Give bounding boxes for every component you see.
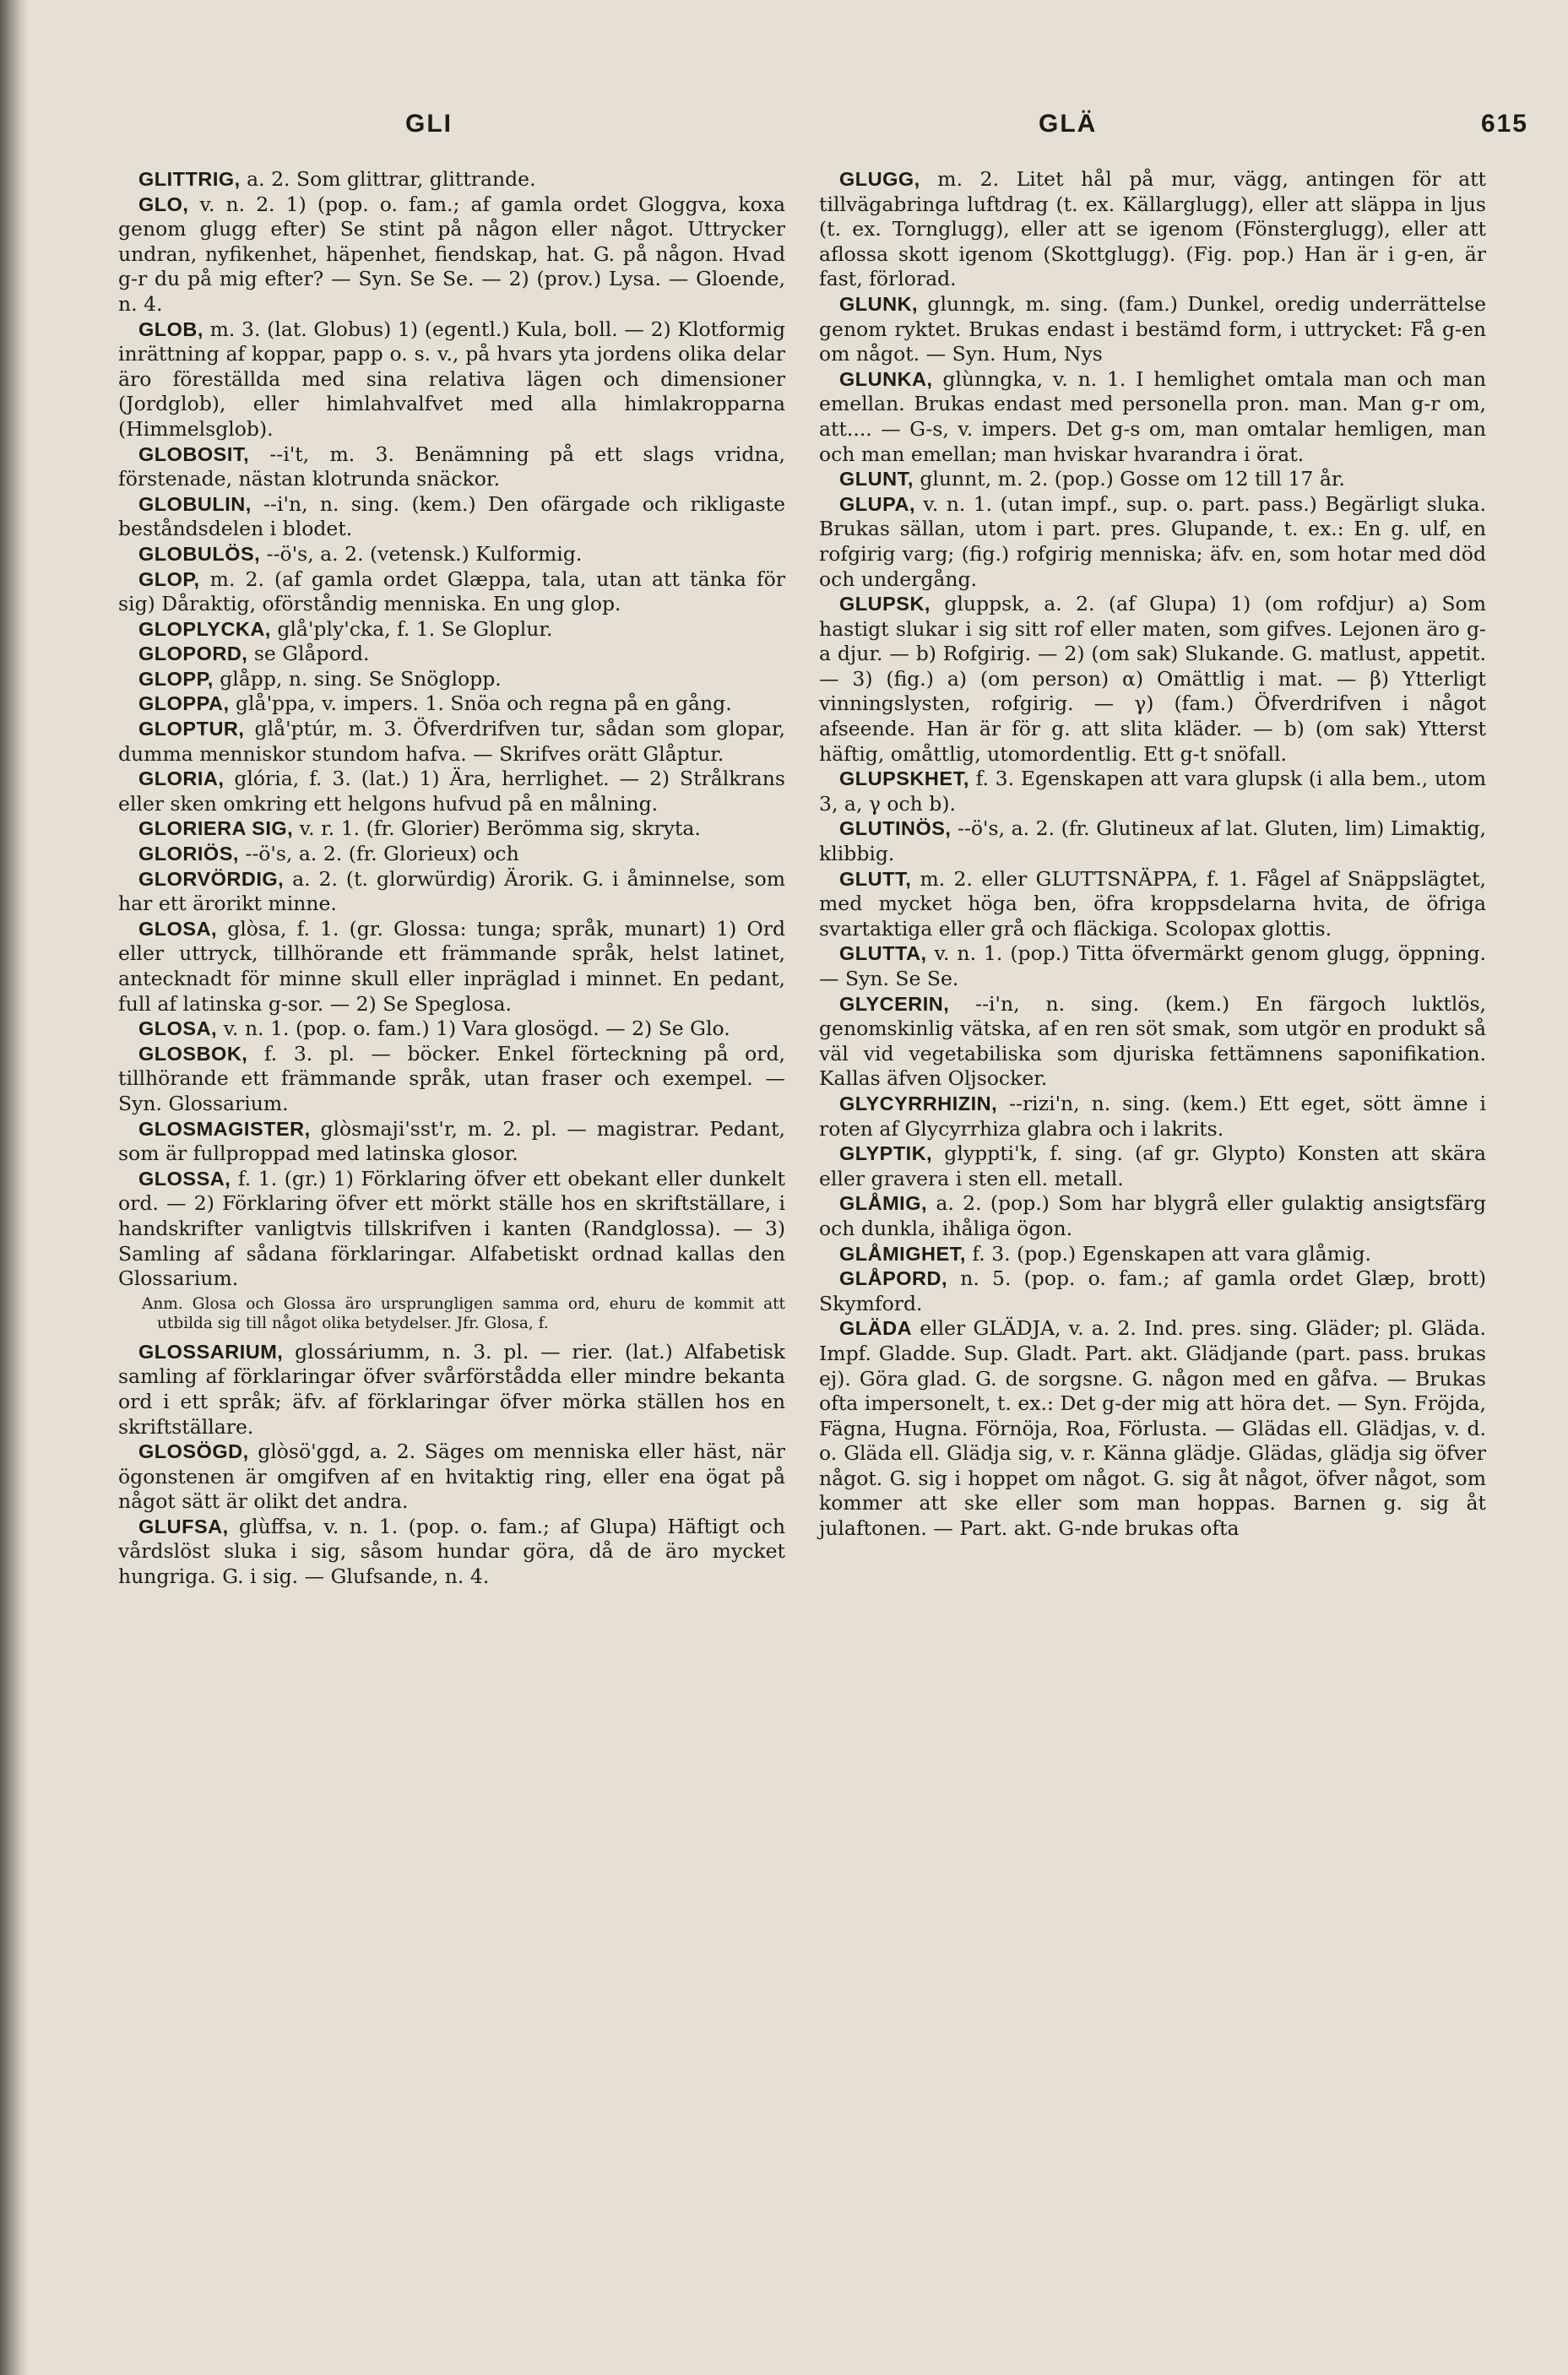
entry-headword: GLYCYRRHIZIN,: [839, 1092, 998, 1114]
entry-headword: GLÄDA: [839, 1317, 913, 1340]
dictionary-entry: [118, 816, 785, 842]
entry-headword: GLITTRIG,: [138, 168, 241, 190]
dictionary-entry: [118, 1340, 785, 1440]
dictionary-entry: [118, 1167, 785, 1292]
dictionary-entry: [819, 367, 1486, 467]
right-guide-word: GLÄ: [1039, 110, 1098, 138]
entry-definition: glå'ply'cka, f. 1. Se Gloplur.: [270, 616, 553, 641]
entry-definition: v. n. 1. (pop.) Titta öfvermärkt genom glugg, öppning. — Syn. Se Se.: [819, 941, 1486, 990]
entry-definition: m. 2. eller GLUTTSNÄPPA, f. 1. Fågel af Snäppslägtet, med mycket höga ben, öfra kroppsdelarna hvita, de öfriga svartaktiga eller grå och fläckiga. Scolopax glottis.: [819, 866, 1486, 941]
entry-headword: GLOSSA,: [138, 1167, 231, 1190]
dictionary-entry: [819, 1092, 1486, 1141]
entry-definition: a. 2. (pop.) Som har blygrå eller gulaktig ansigtsfärg och dunkla, ihåliga ögon.: [819, 1191, 1486, 1240]
entry-headword: GLÅPORD,: [839, 1267, 948, 1290]
entry-headword: GLOPLYCKA,: [138, 617, 271, 640]
entry-headword: GLUTINÖS,: [839, 817, 952, 840]
entry-definition: --i'n, n. sing. (kem.) En färgoch luktlös, genomskinlig vätska, af en ren söt smak, som utgör en produkt så väl vid vegetabiliska som djuriska fettämnens saponifikation. Kallas äfven Oljsocker.: [819, 991, 1486, 1091]
dictionary-entry: [118, 492, 785, 542]
entry-headword: GLUTTA,: [839, 942, 927, 965]
dictionary-entry: [819, 1191, 1486, 1241]
dictionary-entry: [819, 1266, 1486, 1316]
dictionary-entry: [118, 1515, 785, 1590]
entry-definition: v. n. 1. (pop. o. fam.) 1) Vara glosögd. — 2) Se Glo.: [217, 1017, 730, 1041]
dictionary-entry: [819, 592, 1486, 767]
page-number: 615: [1480, 110, 1528, 138]
dictionary-entry: [819, 1316, 1486, 1541]
entry-definition: glåpp, n. sing. Se Snöglopp.: [213, 666, 502, 691]
dictionary-entry: [118, 1017, 785, 1042]
entry-headword: GLOSÖGD,: [138, 1440, 249, 1463]
entry-definition: glyppti'k, f. sing. (af gr. Glypto) Konsten att skära eller gravera i sten ell. metall.: [819, 1141, 1486, 1190]
entry-headword: GLUNKA,: [839, 367, 933, 390]
dictionary-entry: [819, 816, 1486, 866]
entry-definition: glùnngka, v. n. 1. I hemlighet omtala man och man emellan. Brukas endast med personella pron. man. Man g-r om, att.... — G-s, v. impers. Det g-s om, man omtalar hemligen, man och man emellan; man hviskar hvarandra i örat.: [819, 366, 1486, 466]
entry-definition: f. 3. Egenskapen att vara glupsk (i alla bem., utom 3, a, γ och b).: [819, 767, 1486, 816]
dictionary-entry: [118, 1117, 785, 1167]
dictionary-entry: [819, 1141, 1486, 1191]
dictionary-entry: [118, 842, 785, 867]
entry-definition: f. 1. (gr.) 1) Förklaring öfver ett obekant eller dunkelt ord. — 2) Förklaring öfver ett mörkt ställe hos en skriftställare, i handskrifter vanligtvis tillskrifven i kanten (Randglossa). — 3) Samling af sådana förklaringar. Alfabetiskt ordnad kallas den Glossarium.: [118, 1166, 785, 1291]
dictionary-entry: [819, 167, 1486, 292]
entry-headword: GLORIERA SIG,: [138, 817, 294, 840]
dictionary-page: [93, 110, 1528, 1589]
entry-definition: glunngk, m. sing. (fam.) Dunkel, oredig underrättelse genom ryktet. Brukas endast i bestämd form, i uttrycket: Få g-en om något. — Syn. Hum, Nys: [819, 291, 1486, 366]
entry-definition: glòsö'ggd, a. 2. Säges om menniska eller häst, när ögonstenen är omgifven af en hvitaktig ring, eller ena ögat på något sätt är olikt det andra.: [118, 1440, 785, 1514]
entry-definition: n. 5. (pop. o. fam.; af gamla ordet Glæp, brott) Skymford.: [819, 1266, 1486, 1315]
entry-note: Anm. Glosa och Glossa äro ursprungligen samma ord, ehuru de kommit att utbilda sig till något olika betydelser. Jfr. Glosa, f.: [142, 1294, 785, 1332]
entry-headword: GLOSA,: [138, 1017, 218, 1040]
entry-definition: m. 2. Litet hål på mur, vägg, antingen för att tillvägabringa luftdrag (t. ex. Källarglugg), eller att släppa in ljus (t. ex. Tornglugg), eller att se igenom (Fönsterglugg), eller att aflossa skott igenom (Skottglugg). (Fig. pop.) Han är i g-en, är fast, förlorad.: [819, 167, 1486, 291]
entry-headword: GLUNK,: [839, 292, 919, 315]
entry-definition: --rizi'n, n. sing. (kem.) Ett eget, sött ämne i roten af Glycyrrhiza glabra och i lakrits.: [819, 1091, 1486, 1141]
dictionary-entry: [118, 917, 785, 1017]
entry-definition: --i't, m. 3. Benämning på ett slags vridna, förstenade, nästan klotrunda snäckor.: [118, 442, 785, 491]
entry-headword: GLOPORD,: [138, 643, 248, 665]
dictionary-entry: [118, 867, 785, 917]
dictionary-entry: [819, 992, 1486, 1092]
entry-headword: GLOPPA,: [138, 692, 230, 715]
entry-headword: GLORVÖRDIG,: [138, 867, 285, 890]
entry-definition: v. n. 1. (utan impf., sup. o. part. pass.) Begärligt sluka. Brukas sällan, utom i part. pres. Glupande, t. ex.: En g. ulf, en rofgirig varg; (fig.) rofgirig menniska; äfv. en, som hotar med död och undergång.: [819, 491, 1486, 591]
entry-headword: GLOBOSIT,: [138, 442, 250, 465]
running-header: [93, 110, 1528, 150]
entry-headword: GLOPTUR,: [138, 718, 245, 740]
entry-headword: GLOSA,: [138, 917, 218, 940]
entry-definition: --ö's, a. 2. (fr. Glorieux) och: [238, 842, 519, 866]
dictionary-entry: [118, 442, 785, 492]
left-guide-word: GLI: [405, 110, 453, 138]
entry-definition: glunnt, m. 2. (pop.) Gosse om 12 till 17 år.: [913, 467, 1345, 491]
entry-definition: glória, f. 3. (lat.) 1) Ära, herrlighet. — 2) Strålkrans eller sken omkring ett helgons hufvud på en målning.: [118, 767, 785, 816]
right-column: [819, 167, 1486, 1542]
entry-definition: f. 3. pl. — böcker. Enkel förteckning på ord, tillhörande ett främmande språk, utan fraser och exempel. — Syn. Glossarium.: [118, 1041, 785, 1115]
dictionary-entry: [819, 292, 1486, 367]
dictionary-entry: [118, 691, 785, 717]
entry-headword: GLUFSA,: [138, 1515, 229, 1537]
dictionary-entry: [819, 492, 1486, 592]
entry-definition: --ö's, a. 2. (vetensk.) Kulformig.: [260, 541, 583, 566]
dictionary-entry: [118, 642, 785, 667]
entry-headword: GLOBULÖS,: [138, 542, 261, 565]
entry-headword: GLOSSARIUM,: [138, 1340, 284, 1363]
entry-definition: m. 2. (af gamla ordet Glæppa, tala, utan att tänka för sig) Dåraktig, oförståndig menniska. En ung glop.: [118, 567, 785, 616]
entry-definition: glòsa, f. 1. (gr. Glossa: tunga; språk, munart) 1) Ord eller uttryck, tillhörande ett främmande språk, helst latinet, antecknadt för minne skull eller inpräglad i minnet. En pedant, full af latinska g-sor. — 2) Se Speglosa.: [118, 916, 785, 1016]
entry-headword: GLUNT,: [839, 468, 914, 491]
left-column: [118, 167, 785, 1590]
entry-definition: a. 2. (t. glorwürdig) Ärorik. G. i åminnelse, som har ett ärorikt minne.: [118, 866, 785, 916]
entry-headword: GLOBULIN,: [138, 492, 252, 515]
entry-definition: glå'ptúr, m. 3. Öfverdrifven tur, sådan som glopar, dumma menniskor stundom hafva. — Skrifves orätt Glåptur.: [118, 717, 785, 766]
entry-definition: glòsmaji'sst'r, m. 2. pl. — magistrar. Pedant, som är fullproppad med latinska glosor.: [118, 1116, 785, 1166]
dictionary-entry: [819, 467, 1486, 492]
dictionary-entry: [118, 1440, 785, 1515]
entry-definition: f. 3. (pop.) Egenskapen att vara glåmig.: [965, 1241, 1371, 1266]
dictionary-entry: [118, 567, 785, 617]
entry-headword: GLOB,: [138, 317, 203, 340]
entry-headword: GLOSMAGISTER,: [138, 1117, 311, 1140]
dictionary-entry: [819, 867, 1486, 942]
entry-definition: se Glåpord.: [247, 642, 370, 666]
dictionary-entry: [118, 667, 785, 692]
entry-headword: GLUPSKHET,: [839, 767, 969, 790]
entry-headword: GLUTT,: [839, 867, 912, 890]
entry-definition: --ö's, a. 2. (fr. Glutineux af lat. Gluten, lim) Limaktig, klibbig.: [819, 816, 1486, 866]
entry-definition: eller GLÄDJA, v. a. 2. Ind. pres. sing. Gläder; pl. Gläda. Impf. Gladde. Sup. Gladt. Part. akt. Glädjande (part. pass. brukas ej). Göra glad. G. de sorgsne. G. någon med en gåfva. — Brukas ofta impersonelt, t. ex.: Det g-der mig att höra det. — Syn. Fröjda, Fägna, Hugna. Förnöja, Roa, Förlusta. — Glädas ell. Glädjas, v. d. o. Gläda ell. Glädja sig, v. r. Känna glädje. Glädas, glädja sig öfver något. G. sig i hoppet om något. G. sig åt något, öfver något, som kommer att ske eller som man hoppas. Barnen g. sig åt julaftonen. — Part. akt. G-nde brukas ofta: [819, 1316, 1486, 1541]
dictionary-entry: [118, 717, 785, 767]
entry-definition: glå'ppa, v. impers. 1. Snöa och regna på en gång.: [229, 691, 732, 716]
entry-definition: --i'n, n. sing. (kem.) Den ofärgade och rikligaste beståndsdelen i blodet.: [118, 491, 785, 541]
entry-definition: a. 2. Som glittrar, glittrande.: [240, 167, 536, 191]
dictionary-entry: [819, 1242, 1486, 1267]
dictionary-entry: [819, 767, 1486, 816]
entry-headword: GLOP,: [138, 567, 200, 590]
dictionary-entry: [118, 542, 785, 567]
entry-headword: GLÅMIG,: [839, 1192, 928, 1215]
dictionary-entry: [118, 167, 785, 192]
entry-headword: GLO,: [138, 192, 189, 215]
entry-headword: GLORIA,: [138, 767, 225, 790]
entry-headword: GLYPTIK,: [839, 1142, 933, 1165]
dictionary-entry: [118, 617, 785, 643]
entry-headword: GLUPA,: [839, 492, 916, 515]
entry-definition: gluppsk, a. 2. (af Glupa) 1) (om rofdjur) a) Som hastigt slukar i sig sitt rof eller maten, som gifves. Lejonen äro g-a djur. — b) Rofgirig. — 2) (om sak) Slukande. G. matlust, appetit. — 3) (fig.) a) (om person) α) Omättlig i mat. — β) Ytterligt vinningslysten, rofgirig. — γ) (fam.) Öfverdrifven i något afseende. Han är för g. att slita kläder. — b) (om sak) Ytterst häftig, omåttlig, utomordentlig. Ett g-t snöfall.: [819, 592, 1486, 766]
entry-headword: GLUGG,: [839, 168, 920, 190]
entry-headword: GLÅMIGHET,: [839, 1242, 966, 1265]
entry-definition: v. n. 2. 1) (pop. o. fam.; af gamla ordet Gloggva, koxa genom glugg efter) Se stint på någon eller något. Uttrycker undran, nyfikenhet, häpenhet, fiendskap, hat. G. på någon. Hvad g-r du på mig efter? — Syn. Se Se. — 2) (prov.) Lysa. — Gloende, n. 4.: [118, 192, 785, 316]
entry-definition: glossáriumm, n. 3. pl. — rier. (lat.) Alfabetisk samling af förklaringar öfver svårförstådda eller mindre bekanta ord i ett språk; äfv. af förklaringar öfver mörka ställen hos en skriftställare.: [118, 1339, 785, 1439]
entry-headword: GLUPSK,: [839, 593, 930, 615]
dictionary-entry: [118, 767, 785, 816]
dictionary-entry: [118, 1042, 785, 1117]
entry-definition: v. r. 1. (fr. Glorier) Berömma sig, skryta.: [293, 816, 701, 841]
entry-headword: GLOPP,: [138, 667, 214, 690]
dictionary-entry: [118, 192, 785, 317]
entry-headword: GLORIÖS,: [138, 843, 239, 865]
entry-headword: GLOSBOK,: [138, 1042, 248, 1065]
book-binding-edge: [0, 0, 29, 2375]
dictionary-entry: [819, 941, 1486, 991]
entry-definition: m. 3. (lat. Globus) 1) (egentl.) Kula, boll. — 2) Klotformig inrättning af koppar, papp o. s. v., på hvars yta jordens olika delar äro föreställda med sina relativa lägen och dimensioner (Jordglob), eller himlahvalfvet med alla himlakropparna (Himmelsglob).: [118, 317, 785, 441]
entry-definition: glùffsa, v. n. 1. (pop. o. fam.; af Glupa) Häftigt och vårdslöst sluka i sig, såsom hundar göra, då de äro mycket hungriga. G. i sig. — Glufsande, n. 4.: [118, 1514, 785, 1589]
dictionary-entry: [118, 317, 785, 442]
entry-headword: GLYCERIN,: [839, 992, 950, 1015]
